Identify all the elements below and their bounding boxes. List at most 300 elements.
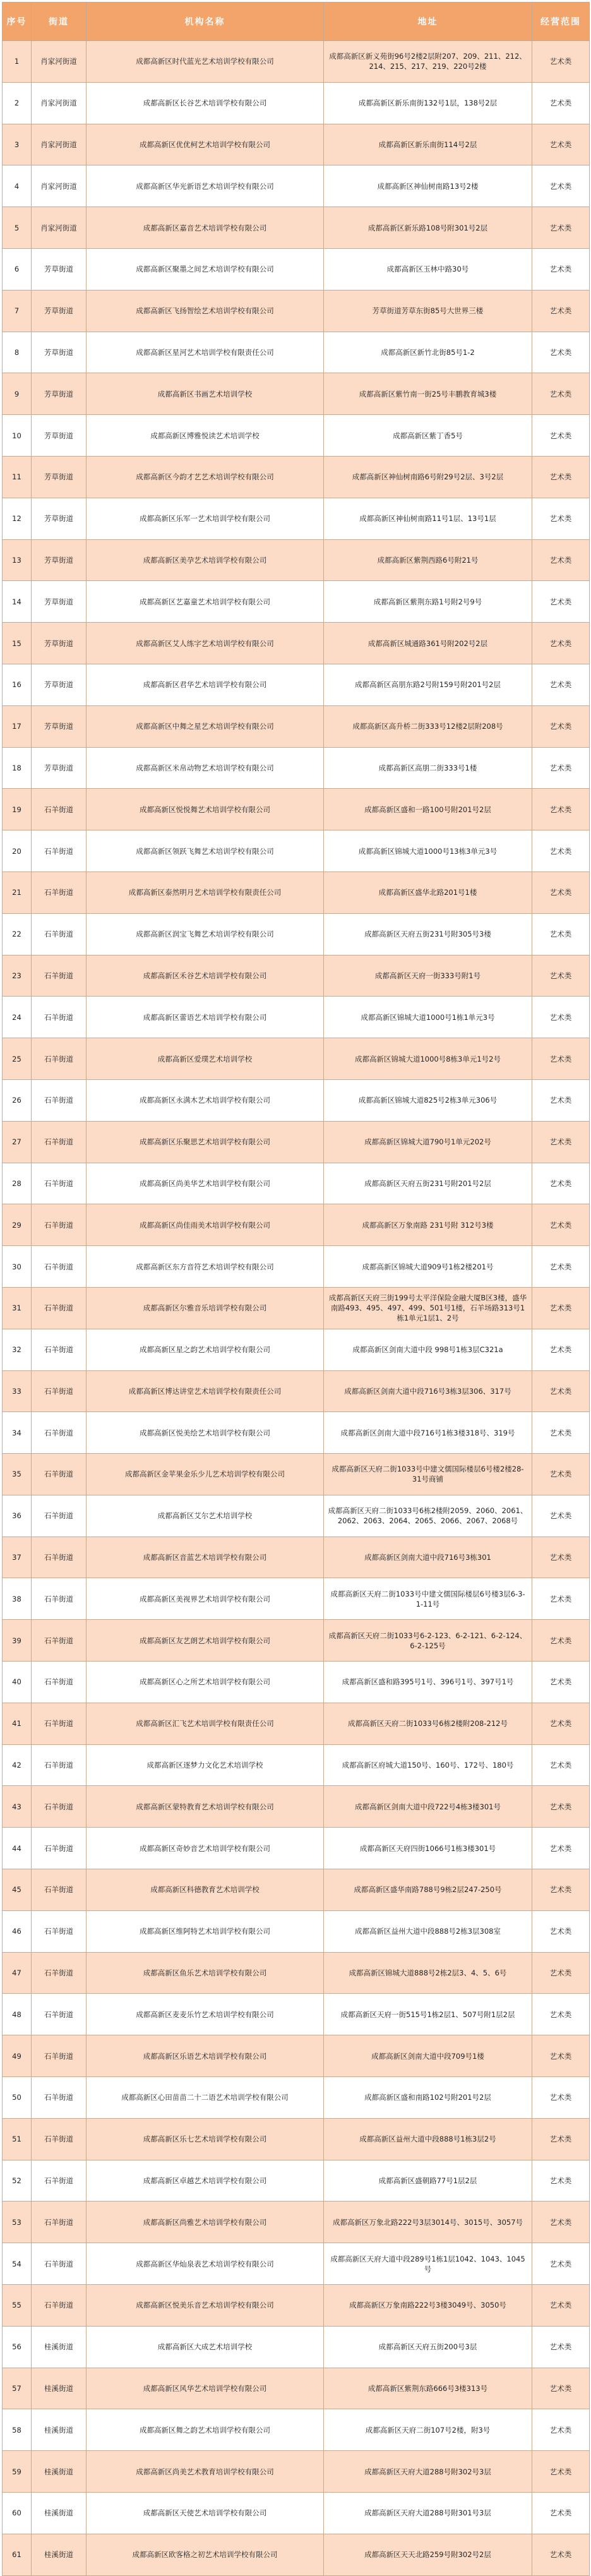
cell-name: 成都高新区天使艺术培训学校有限公司	[87, 2493, 324, 2534]
cell-street: 肖家河街道	[32, 207, 87, 249]
cell-address: 成都高新区新乐南街114号2层	[324, 124, 532, 165]
cell-street: 石羊街道	[32, 1412, 87, 1454]
cell-scope: 艺术类	[532, 2077, 590, 2119]
cell-no: 3	[3, 124, 32, 165]
cell-name: 成都高新区艺嘉童艺术培训学校有限公司	[87, 581, 324, 623]
cell-no: 14	[3, 581, 32, 623]
table-row	[3, 41, 590, 83]
cell-address: 成都高新区天府五街200号3层	[324, 2326, 532, 2368]
cell-street: 肖家河街道	[32, 41, 87, 83]
cell-address: 成都高新区锦城大道909号1栋2楼201号	[324, 1246, 532, 1288]
cell-no: 7	[3, 290, 32, 332]
cell-street: 石羊街道	[32, 1744, 87, 1786]
cell-street: 石羊街道	[32, 1204, 87, 1246]
cell-no: 25	[3, 1038, 32, 1080]
cell-address: 成都高新区紫荆东路666号3楼313号	[324, 2368, 532, 2409]
cell-street: 石羊街道	[32, 1703, 87, 1744]
cell-address: 成都高新区剑南大道中段716号3栋301	[324, 1537, 532, 1578]
cell-scope: 艺术类	[532, 997, 590, 1038]
cell-name: 成都高新区友艺朗艺术培训学校有限公司	[87, 1620, 324, 1662]
table-row	[3, 332, 590, 373]
cell-name: 成都高新区聚墨之间艺术培训学校有限公司	[87, 248, 324, 290]
cell-street: 石羊街道	[32, 1786, 87, 1828]
cell-scope: 艺术类	[532, 539, 590, 581]
cell-name: 成都高新区尚美华艺术培训学校有限公司	[87, 1163, 324, 1204]
cell-no: 45	[3, 1869, 32, 1911]
cell-scope: 艺术类	[532, 2035, 590, 2077]
cell-no: 58	[3, 2409, 32, 2451]
cell-name: 成都高新区君华艺术培训学校有限公司	[87, 664, 324, 705]
cell-name: 成都高新区米帛动物艺术培训学校有限公司	[87, 747, 324, 789]
cell-street: 石羊街道	[32, 1246, 87, 1288]
cell-scope: 艺术类	[532, 1079, 590, 1121]
cell-street: 石羊街道	[32, 913, 87, 955]
cell-name: 成都高新区心之所艺术培训学校有限公司	[87, 1662, 324, 1703]
cell-no: 48	[3, 1994, 32, 2035]
cell-scope: 艺术类	[532, 1454, 590, 1495]
cell-scope: 艺术类	[532, 1370, 590, 1412]
cell-address: 成都高新区天府二街1033号6栋2楼附2059、2060、2061、2062、2063、2064、2065、2066、2067、2068号	[324, 1495, 532, 1537]
cell-no: 41	[3, 1703, 32, 1744]
table-row	[3, 1079, 590, 1121]
cell-street: 肖家河街道	[32, 124, 87, 165]
header-no: 序号	[3, 3, 32, 41]
cell-address: 成都高新区新竹北街85号1-2	[324, 332, 532, 373]
cell-no: 33	[3, 1370, 32, 1412]
cell-no: 17	[3, 705, 32, 747]
cell-street: 石羊街道	[32, 789, 87, 830]
cell-name: 成都高新区润宝飞舞艺术培训学校有限公司	[87, 913, 324, 955]
cell-address: 成都高新区剑南大道中段716号1栋3楼318号、319号	[324, 1412, 532, 1454]
cell-scope: 艺术类	[532, 913, 590, 955]
table-row	[3, 1246, 590, 1288]
cell-name: 成都高新区华灿泉表艺术培训学校有限公司	[87, 2243, 324, 2285]
cell-street: 芳草街道	[32, 664, 87, 705]
cell-street: 石羊街道	[32, 1537, 87, 1578]
cell-no: 51	[3, 2118, 32, 2160]
cell-street: 石羊街道	[32, 1038, 87, 1080]
cell-street: 芳草街道	[32, 747, 87, 789]
cell-no: 34	[3, 1412, 32, 1454]
table-row	[3, 1121, 590, 1163]
cell-address: 成都高新区玉林中路30号	[324, 248, 532, 290]
cell-scope: 艺术类	[532, 1994, 590, 2035]
table-row	[3, 997, 590, 1038]
table-row	[3, 872, 590, 913]
cell-name: 成都高新区华光新语艺术培训学校有限公司	[87, 165, 324, 207]
table-row	[3, 2077, 590, 2119]
table-row	[3, 623, 590, 664]
cell-name: 成都高新区禾谷艺术培训学校有限公司	[87, 955, 324, 997]
cell-street: 石羊街道	[32, 1121, 87, 1163]
cell-street: 石羊街道	[32, 2285, 87, 2327]
cell-scope: 艺术类	[532, 2202, 590, 2243]
cell-scope: 艺术类	[532, 2451, 590, 2493]
cell-no: 19	[3, 789, 32, 830]
cell-address: 成都高新区天府一街515号1栋2层1、507号附1层2层	[324, 1994, 532, 2035]
cell-street: 石羊街道	[32, 2243, 87, 2285]
cell-scope: 艺术类	[532, 623, 590, 664]
header-name: 机构名称	[87, 3, 324, 41]
cell-scope: 艺术类	[532, 2326, 590, 2368]
cell-address: 成都高新区天府大道中段289号1栋1层1042、1043、1045号	[324, 2243, 532, 2285]
cell-street: 桂溪街道	[32, 2451, 87, 2493]
cell-address: 成都高新区天府四街1066号1栋3楼301号	[324, 1828, 532, 1869]
cell-no: 49	[3, 2035, 32, 2077]
table-row	[3, 1370, 590, 1412]
cell-scope: 艺术类	[532, 1869, 590, 1911]
table-row	[3, 2326, 590, 2368]
cell-address: 成都高新区天府五街231号附201号2层	[324, 1163, 532, 1204]
cell-no: 57	[3, 2368, 32, 2409]
cell-no: 4	[3, 165, 32, 207]
table-row	[3, 456, 590, 498]
cell-no: 18	[3, 747, 32, 789]
cell-name: 成都高新区博雅悦读艺术培训学校	[87, 415, 324, 457]
cell-scope: 艺术类	[532, 207, 590, 249]
cell-address: 成都高新区神仙树南路11号1层、13号1层	[324, 498, 532, 539]
cell-no: 29	[3, 1204, 32, 1246]
cell-street: 石羊街道	[32, 1828, 87, 1869]
cell-street: 芳草街道	[32, 456, 87, 498]
table-row	[3, 581, 590, 623]
cell-address: 成都高新区盛华南路788号9栋2层247-250号	[324, 1869, 532, 1911]
table-row	[3, 415, 590, 457]
cell-name: 成都高新区星河艺术培训学校有限责任公司	[87, 332, 324, 373]
cell-address: 成都高新区紫荆西路6号附21号	[324, 539, 532, 581]
cell-street: 肖家河街道	[32, 165, 87, 207]
cell-street: 芳草街道	[32, 290, 87, 332]
cell-street: 石羊街道	[32, 872, 87, 913]
cell-name: 成都高新区尚佳雨美术培训学校有限公司	[87, 1204, 324, 1246]
table-row	[3, 82, 590, 124]
cell-scope: 艺术类	[532, 747, 590, 789]
cell-scope: 艺术类	[532, 581, 590, 623]
cell-street: 石羊街道	[32, 1329, 87, 1370]
table-row	[3, 1744, 590, 1786]
table-row	[3, 830, 590, 872]
cell-no: 35	[3, 1454, 32, 1495]
cell-no: 40	[3, 1662, 32, 1703]
table-row	[3, 1412, 590, 1454]
cell-no: 5	[3, 207, 32, 249]
cell-address: 成都高新区锦城大道825号2栋3单元306号	[324, 1079, 532, 1121]
cell-address: 成都高新区府城大道150号、160号、172号、180号	[324, 1744, 532, 1786]
table-row	[3, 539, 590, 581]
cell-scope: 艺术类	[532, 2368, 590, 2409]
cell-no: 22	[3, 913, 32, 955]
cell-no: 32	[3, 1329, 32, 1370]
cell-scope: 艺术类	[532, 1662, 590, 1703]
cell-street: 桂溪街道	[32, 2326, 87, 2368]
cell-no: 36	[3, 1495, 32, 1537]
cell-no: 31	[3, 1287, 32, 1329]
cell-name: 成都高新区尚雅艺术培训学校有限公司	[87, 2202, 324, 2243]
cell-no: 8	[3, 332, 32, 373]
cell-no: 54	[3, 2243, 32, 2285]
cell-street: 石羊街道	[32, 1370, 87, 1412]
cell-scope: 艺术类	[532, 498, 590, 539]
cell-no: 6	[3, 248, 32, 290]
cell-name: 成都高新区悦美乐音艺术培训学校有限公司	[87, 2285, 324, 2327]
cell-no: 56	[3, 2326, 32, 2368]
cell-street: 桂溪街道	[32, 2534, 87, 2575]
cell-address: 成都高新区紫荆东路1号附2号9号	[324, 581, 532, 623]
cell-street: 石羊街道	[32, 1952, 87, 1994]
cell-no: 44	[3, 1828, 32, 1869]
cell-name: 成都高新区乐语艺术培训学校有限公司	[87, 2035, 324, 2077]
table-row	[3, 124, 590, 165]
table-row	[3, 1495, 590, 1537]
cell-scope: 艺术类	[532, 2243, 590, 2285]
cell-name: 成都高新区嘉音艺术培训学校有限公司	[87, 207, 324, 249]
cell-scope: 艺术类	[532, 124, 590, 165]
cell-no: 60	[3, 2493, 32, 2534]
cell-name: 成都高新区悦美绘艺术培训学校有限公司	[87, 1412, 324, 1454]
header-row	[3, 3, 590, 41]
cell-name: 成都高新区星之韵艺术培训学校有限公司	[87, 1329, 324, 1370]
header-address: 地址	[324, 3, 532, 41]
cell-name: 成都高新区长谷艺术培训学校有限公司	[87, 82, 324, 124]
cell-name: 成都高新区中舞之星艺术培训学校有限公司	[87, 705, 324, 747]
cell-name: 成都高新区悦悦舞艺术培训学校有限公司	[87, 789, 324, 830]
cell-name: 成都高新区乐七艺术培训学校有限公司	[87, 2118, 324, 2160]
table-row	[3, 1620, 590, 1662]
cell-address: 成都高新区万象南路 231号附 312号3楼	[324, 1204, 532, 1246]
cell-scope: 艺术类	[532, 1246, 590, 1288]
cell-address: 成都高新区剑南大道中段722号4栋3楼301号	[324, 1786, 532, 1828]
cell-street: 石羊街道	[32, 1620, 87, 1662]
cell-name: 成都高新区乐聚思艺术培训学校有限公司	[87, 1121, 324, 1163]
cell-address: 成都高新区剑南大道中段716号3栋3层306、317号	[324, 1370, 532, 1412]
cell-street: 石羊街道	[32, 2077, 87, 2119]
table-row	[3, 913, 590, 955]
cell-street: 肖家河街道	[32, 82, 87, 124]
cell-address: 成都高新区锦城大道1000号1栋1单元3号	[324, 997, 532, 1038]
cell-address: 成都高新区天府二街107号2楼，附3号	[324, 2409, 532, 2451]
cell-address: 芳草街道芳草东街85号大世界三楼	[324, 290, 532, 332]
cell-street: 芳草街道	[32, 498, 87, 539]
cell-scope: 艺术类	[532, 2534, 590, 2575]
cell-scope: 艺术类	[532, 1910, 590, 1952]
cell-address: 成都高新区盛和南路102号附201号2层	[324, 2077, 532, 2119]
table-row	[3, 789, 590, 830]
cell-address: 成都高新区天府大道288号附302号3层	[324, 2451, 532, 2493]
cell-address: 成都高新区天府二街1033号中建文儒国际楼层6号楼2楼28-31号商铺	[324, 1454, 532, 1495]
cell-street: 芳草街道	[32, 248, 87, 290]
cell-no: 12	[3, 498, 32, 539]
cell-no: 16	[3, 664, 32, 705]
cell-name: 成都高新区科德教育艺术培训学校	[87, 1869, 324, 1911]
cell-address: 成都高新区城通路361号附202号2层	[324, 623, 532, 664]
cell-address: 成都高新区神仙树南路6号附29号2层、3号2层	[324, 456, 532, 498]
cell-street: 桂溪街道	[32, 2493, 87, 2534]
cell-name: 成都高新区爱璞艺术培训学校	[87, 1038, 324, 1080]
cell-no: 23	[3, 955, 32, 997]
institution-table	[2, 2, 590, 2576]
cell-street: 石羊街道	[32, 2035, 87, 2077]
cell-street: 石羊街道	[32, 2160, 87, 2202]
cell-no: 11	[3, 456, 32, 498]
cell-street: 石羊街道	[32, 1079, 87, 1121]
cell-scope: 艺术类	[532, 955, 590, 997]
cell-address: 成都高新区锦城大道888号2栋2层3、4、5、6号	[324, 1952, 532, 1994]
cell-address: 成都高新区剑南大道中段 998号1栋3层C321a	[324, 1329, 532, 1370]
cell-no: 21	[3, 872, 32, 913]
cell-address: 成都高新区万象南路222号3楼3049号、3050号	[324, 2285, 532, 2327]
header-scope: 经营范围	[532, 3, 590, 41]
cell-name: 成都高新区舞之韵艺术培训学校有限公司	[87, 2409, 324, 2451]
cell-address: 成都高新区天天北路259号附302号2层	[324, 2534, 532, 2575]
cell-scope: 艺术类	[532, 1703, 590, 1744]
cell-name: 成都高新区时代蓝光艺术培训学校有限公司	[87, 41, 324, 83]
cell-no: 37	[3, 1537, 32, 1578]
cell-name: 成都高新区博达讲堂艺术培训学校有限责任公司	[87, 1370, 324, 1412]
cell-no: 55	[3, 2285, 32, 2327]
table-row	[3, 1454, 590, 1495]
table-row	[3, 2160, 590, 2202]
table-row	[3, 2451, 590, 2493]
table-row	[3, 1163, 590, 1204]
cell-scope: 艺术类	[532, 1038, 590, 1080]
cell-address: 成都高新区益州大道中段888号1栋3层2号	[324, 2118, 532, 2160]
cell-address: 成都高新区锦城大道1000号8栋3单元1号2号	[324, 1038, 532, 1080]
cell-scope: 艺术类	[532, 41, 590, 83]
cell-scope: 艺术类	[532, 415, 590, 457]
cell-name: 成都高新区心田苗苗二十二语艺术培训学校有限公司	[87, 2077, 324, 2119]
cell-scope: 艺术类	[532, 1744, 590, 1786]
cell-name: 成都高新区东方音符艺术培训学校有限公司	[87, 1246, 324, 1288]
table-row	[3, 1703, 590, 1744]
cell-name: 成都高新区鱼乐艺术培训学校有限公司	[87, 1952, 324, 1994]
table-row	[3, 2202, 590, 2243]
table-row	[3, 2493, 590, 2534]
cell-scope: 艺术类	[532, 1952, 590, 1994]
table-row	[3, 2118, 590, 2160]
cell-name: 成都高新区尚美艺术教育培训学校有限公司	[87, 2451, 324, 2493]
cell-scope: 艺术类	[532, 1287, 590, 1329]
cell-no: 30	[3, 1246, 32, 1288]
cell-address: 成都高新区盛朝路77号1层2层	[324, 2160, 532, 2202]
cell-address: 成都高新区天府五街231号附305号3楼	[324, 913, 532, 955]
table-row	[3, 2409, 590, 2451]
cell-scope: 艺术类	[532, 248, 590, 290]
table-row	[3, 2285, 590, 2327]
table-row	[3, 1952, 590, 1994]
cell-name: 成都高新区蒙特教育艺术培训学校有限公司	[87, 1786, 324, 1828]
cell-address: 成都高新区高朋东路2号附159号附201号2层	[324, 664, 532, 705]
cell-address: 成都高新区天府二街1033号中建文儒国际楼层6号楼3层6-3-1-11号	[324, 1578, 532, 1620]
cell-street: 石羊街道	[32, 2202, 87, 2243]
table-row	[3, 705, 590, 747]
table-row	[3, 955, 590, 997]
cell-no: 15	[3, 623, 32, 664]
cell-scope: 艺术类	[532, 1412, 590, 1454]
cell-street: 石羊街道	[32, 997, 87, 1038]
cell-name: 成都高新区欧客格之初艺术培训学校有限公司	[87, 2534, 324, 2575]
cell-street: 石羊街道	[32, 1869, 87, 1911]
cell-street: 石羊街道	[32, 1163, 87, 1204]
cell-scope: 艺术类	[532, 1620, 590, 1662]
cell-no: 52	[3, 2160, 32, 2202]
cell-name: 成都高新区蕾语艺术培训学校有限公司	[87, 997, 324, 1038]
cell-address: 成都高新区天府大道288号附301号3层	[324, 2493, 532, 2534]
table-row	[3, 1994, 590, 2035]
cell-scope: 艺术类	[532, 1121, 590, 1163]
table-row	[3, 248, 590, 290]
cell-name: 成都高新区美视界艺术培训学校有限公司	[87, 1578, 324, 1620]
cell-scope: 艺术类	[532, 373, 590, 415]
cell-scope: 艺术类	[532, 705, 590, 747]
cell-scope: 艺术类	[532, 1163, 590, 1204]
cell-address: 成都高新区新义苑街96号2楼2层附207、209、211、212、214、215、217、219、220号2楼	[324, 41, 532, 83]
cell-name: 成都高新区音蓝艺术培训学校有限公司	[87, 1537, 324, 1578]
cell-street: 石羊街道	[32, 1578, 87, 1620]
cell-address: 成都高新区益州大道中段888号2栋3层308室	[324, 1910, 532, 1952]
cell-no: 26	[3, 1079, 32, 1121]
cell-scope: 艺术类	[532, 664, 590, 705]
cell-name: 成都高新区麦麦乐竹艺术培训学校有限公司	[87, 1994, 324, 2035]
table-row	[3, 1828, 590, 1869]
cell-no: 2	[3, 82, 32, 124]
cell-scope: 艺术类	[532, 830, 590, 872]
table-row	[3, 664, 590, 705]
cell-street: 芳草街道	[32, 373, 87, 415]
table-body	[3, 41, 590, 2576]
cell-scope: 艺术类	[532, 82, 590, 124]
cell-street: 桂溪街道	[32, 2368, 87, 2409]
cell-scope: 艺术类	[532, 1578, 590, 1620]
cell-name: 成都高新区艾尔艺术培训学校	[87, 1495, 324, 1537]
cell-address: 成都高新区紫竹南一街25号丰鹏教育城3楼	[324, 373, 532, 415]
table-row	[3, 1204, 590, 1246]
cell-address: 成都高新区高升桥二街333号12楼2层附208号	[324, 705, 532, 747]
cell-no: 9	[3, 373, 32, 415]
table-row	[3, 2243, 590, 2285]
cell-address: 成都高新区新乐路108号附301号2层	[324, 207, 532, 249]
cell-no: 43	[3, 1786, 32, 1828]
table-row	[3, 1038, 590, 1080]
cell-scope: 艺术类	[532, 1786, 590, 1828]
cell-no: 28	[3, 1163, 32, 1204]
cell-street: 芳草街道	[32, 705, 87, 747]
cell-no: 47	[3, 1952, 32, 1994]
cell-address: 成都高新区紫丁香5号	[324, 415, 532, 457]
cell-no: 38	[3, 1578, 32, 1620]
cell-scope: 艺术类	[532, 2409, 590, 2451]
cell-scope: 艺术类	[532, 2118, 590, 2160]
cell-name: 成都高新区逐梦力文化艺术培训学校	[87, 1744, 324, 1786]
cell-scope: 艺术类	[532, 456, 590, 498]
cell-name: 成都高新区卓越艺术培训学校有限公司	[87, 2160, 324, 2202]
table-row	[3, 165, 590, 207]
cell-no: 39	[3, 1620, 32, 1662]
cell-street: 石羊街道	[32, 1662, 87, 1703]
cell-address: 成都高新区锦城大道1000号13栋3单元3号	[324, 830, 532, 872]
cell-name: 成都高新区泰然明月艺术培训学校有限责任公司	[87, 872, 324, 913]
cell-name: 成都高新区汇飞艺术培训学校有限责任公司	[87, 1703, 324, 1744]
cell-scope: 艺术类	[532, 1204, 590, 1246]
cell-name: 成都高新区金苹果金乐少儿艺术培训学校有限公司	[87, 1454, 324, 1495]
cell-no: 53	[3, 2202, 32, 2243]
cell-address: 成都高新区万象北路222号3层3014号、3015号、3057号	[324, 2202, 532, 2243]
cell-scope: 艺术类	[532, 1329, 590, 1370]
cell-scope: 艺术类	[532, 2285, 590, 2327]
table-row	[3, 1287, 590, 1329]
cell-street: 石羊街道	[32, 2118, 87, 2160]
cell-no: 61	[3, 2534, 32, 2575]
cell-name: 成都高新区大成艺术培训学校	[87, 2326, 324, 2368]
